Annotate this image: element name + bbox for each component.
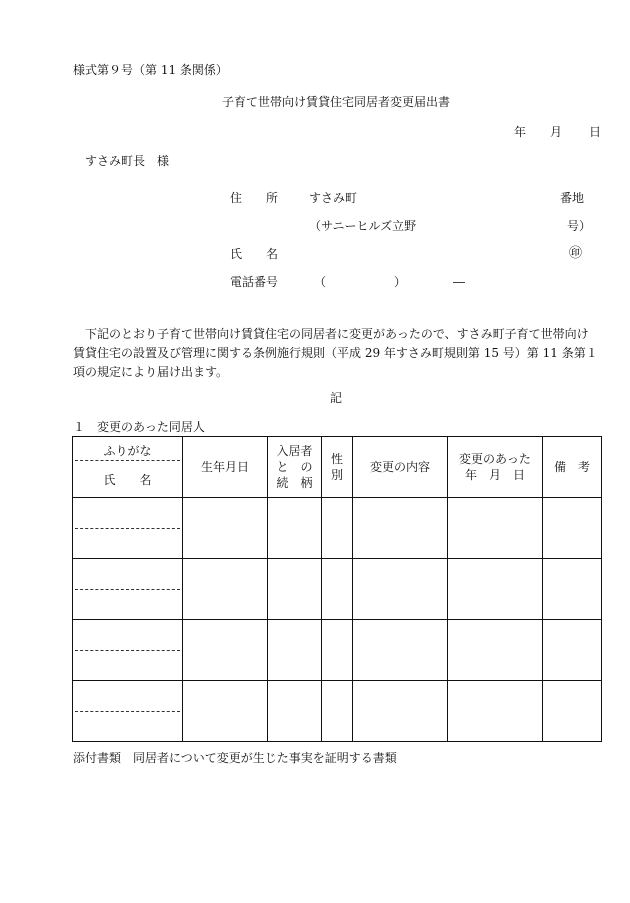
date-year-label: 年 (514, 125, 527, 139)
building-name: （サニーヒルズ立野 (309, 219, 417, 233)
body-line: 賃貸住宅の設置及び管理に関する条例施行規則（平成 29 年すさみ町規則第 15 号）第 11 条第１ (73, 346, 598, 360)
address-label: 住 所 (230, 191, 279, 205)
header-change-date-line: 年 月 日 (464, 468, 525, 482)
remarks-input-cell[interactable] (543, 681, 602, 742)
header-relation-line: 続 柄 (276, 476, 313, 490)
header-relation (268, 437, 322, 498)
header-change-date-line: 変更のあった (459, 452, 531, 466)
table-row (73, 498, 602, 559)
remarks-input-cell[interactable] (543, 498, 602, 559)
change-content-input-cell[interactable] (353, 559, 448, 620)
sex-input-cell[interactable] (322, 681, 353, 742)
header-change-content: 変更の内容 (353, 437, 448, 498)
address-value: すさみ町 (309, 191, 358, 205)
form-number: 様式第９号（第 11 条関係） (73, 63, 228, 77)
phone-label: 電話番号 (230, 275, 279, 289)
table-row (73, 620, 602, 681)
sex-input-cell[interactable] (322, 620, 353, 681)
cohabitant-table (72, 436, 602, 742)
phone-paren-close: ） (394, 275, 407, 289)
date-day-label: 日 (589, 125, 602, 139)
change-date-input-cell[interactable] (448, 498, 543, 559)
section-title: １ 変更のあった同居人 (73, 420, 205, 434)
change-date-input-cell[interactable] (448, 681, 543, 742)
addressee: すさみ町長 様 (85, 154, 170, 168)
birthdate-input-cell[interactable] (183, 559, 268, 620)
remarks-input-cell[interactable] (543, 620, 602, 681)
header-name: 氏 名 (103, 473, 152, 487)
header-relation-line: と の (276, 460, 313, 474)
birthdate-input-cell[interactable] (183, 681, 268, 742)
header-change-date (448, 437, 543, 498)
attachments-note: 添付書類 同居者について変更が生じた事実を証明する書類 (73, 751, 397, 765)
body-line: 項の規定により届け出ます。 (73, 365, 229, 379)
change-date-input-cell[interactable] (448, 559, 543, 620)
relation-input-cell[interactable] (268, 498, 322, 559)
name-input-cell[interactable] (73, 559, 183, 620)
table-row (73, 559, 602, 620)
header-furigana: ふりがな (103, 444, 152, 458)
ki-heading: 記 (330, 391, 343, 405)
header-sex-line: 性 (330, 452, 343, 466)
table-header-row (73, 437, 602, 498)
table-row (73, 681, 602, 742)
relation-input-cell[interactable] (268, 681, 322, 742)
change-date-input-cell[interactable] (448, 620, 543, 681)
dashed-divider (75, 460, 180, 461)
document-title: 子育て世帯向け賃貸住宅同居者変更届出書 (222, 95, 451, 109)
name-label: 氏 名 (230, 247, 279, 261)
header-relation-line: 入居者 (276, 444, 313, 458)
banchi-label: 番地 (560, 191, 585, 205)
name-input-cell[interactable] (73, 681, 183, 742)
header-sex-line: 別 (330, 468, 343, 482)
seal-mark: ㊞ (569, 246, 583, 261)
room-number-suffix: 号） (567, 219, 592, 233)
dashed-divider (75, 711, 180, 712)
relation-input-cell[interactable] (268, 559, 322, 620)
birthdate-input-cell[interactable] (183, 498, 268, 559)
header-sex (322, 437, 353, 498)
name-input-cell[interactable] (73, 498, 183, 559)
header-remarks: 備 考 (543, 437, 602, 498)
birthdate-input-cell[interactable] (183, 620, 268, 681)
header-birthdate: 生年月日 (183, 437, 268, 498)
dashed-divider (75, 528, 180, 529)
phone-paren-open: （ (314, 275, 327, 289)
dashed-divider (75, 650, 180, 651)
date-month-label: 月 (550, 125, 563, 139)
dashed-divider (75, 589, 180, 590)
change-content-input-cell[interactable] (353, 498, 448, 559)
sex-input-cell[interactable] (322, 559, 353, 620)
change-content-input-cell[interactable] (353, 620, 448, 681)
phone-dash: ― (453, 275, 465, 289)
change-content-input-cell[interactable] (353, 681, 448, 742)
body-line: 下記のとおり子育て世帯向け賃貸住宅の同居者に変更があったので、すさみ町子育て世帯向け (73, 327, 589, 341)
sex-input-cell[interactable] (322, 498, 353, 559)
name-input-cell[interactable] (73, 620, 183, 681)
header-name-cell (73, 437, 183, 498)
body-paragraph (73, 325, 601, 382)
relation-input-cell[interactable] (268, 620, 322, 681)
remarks-input-cell[interactable] (543, 559, 602, 620)
